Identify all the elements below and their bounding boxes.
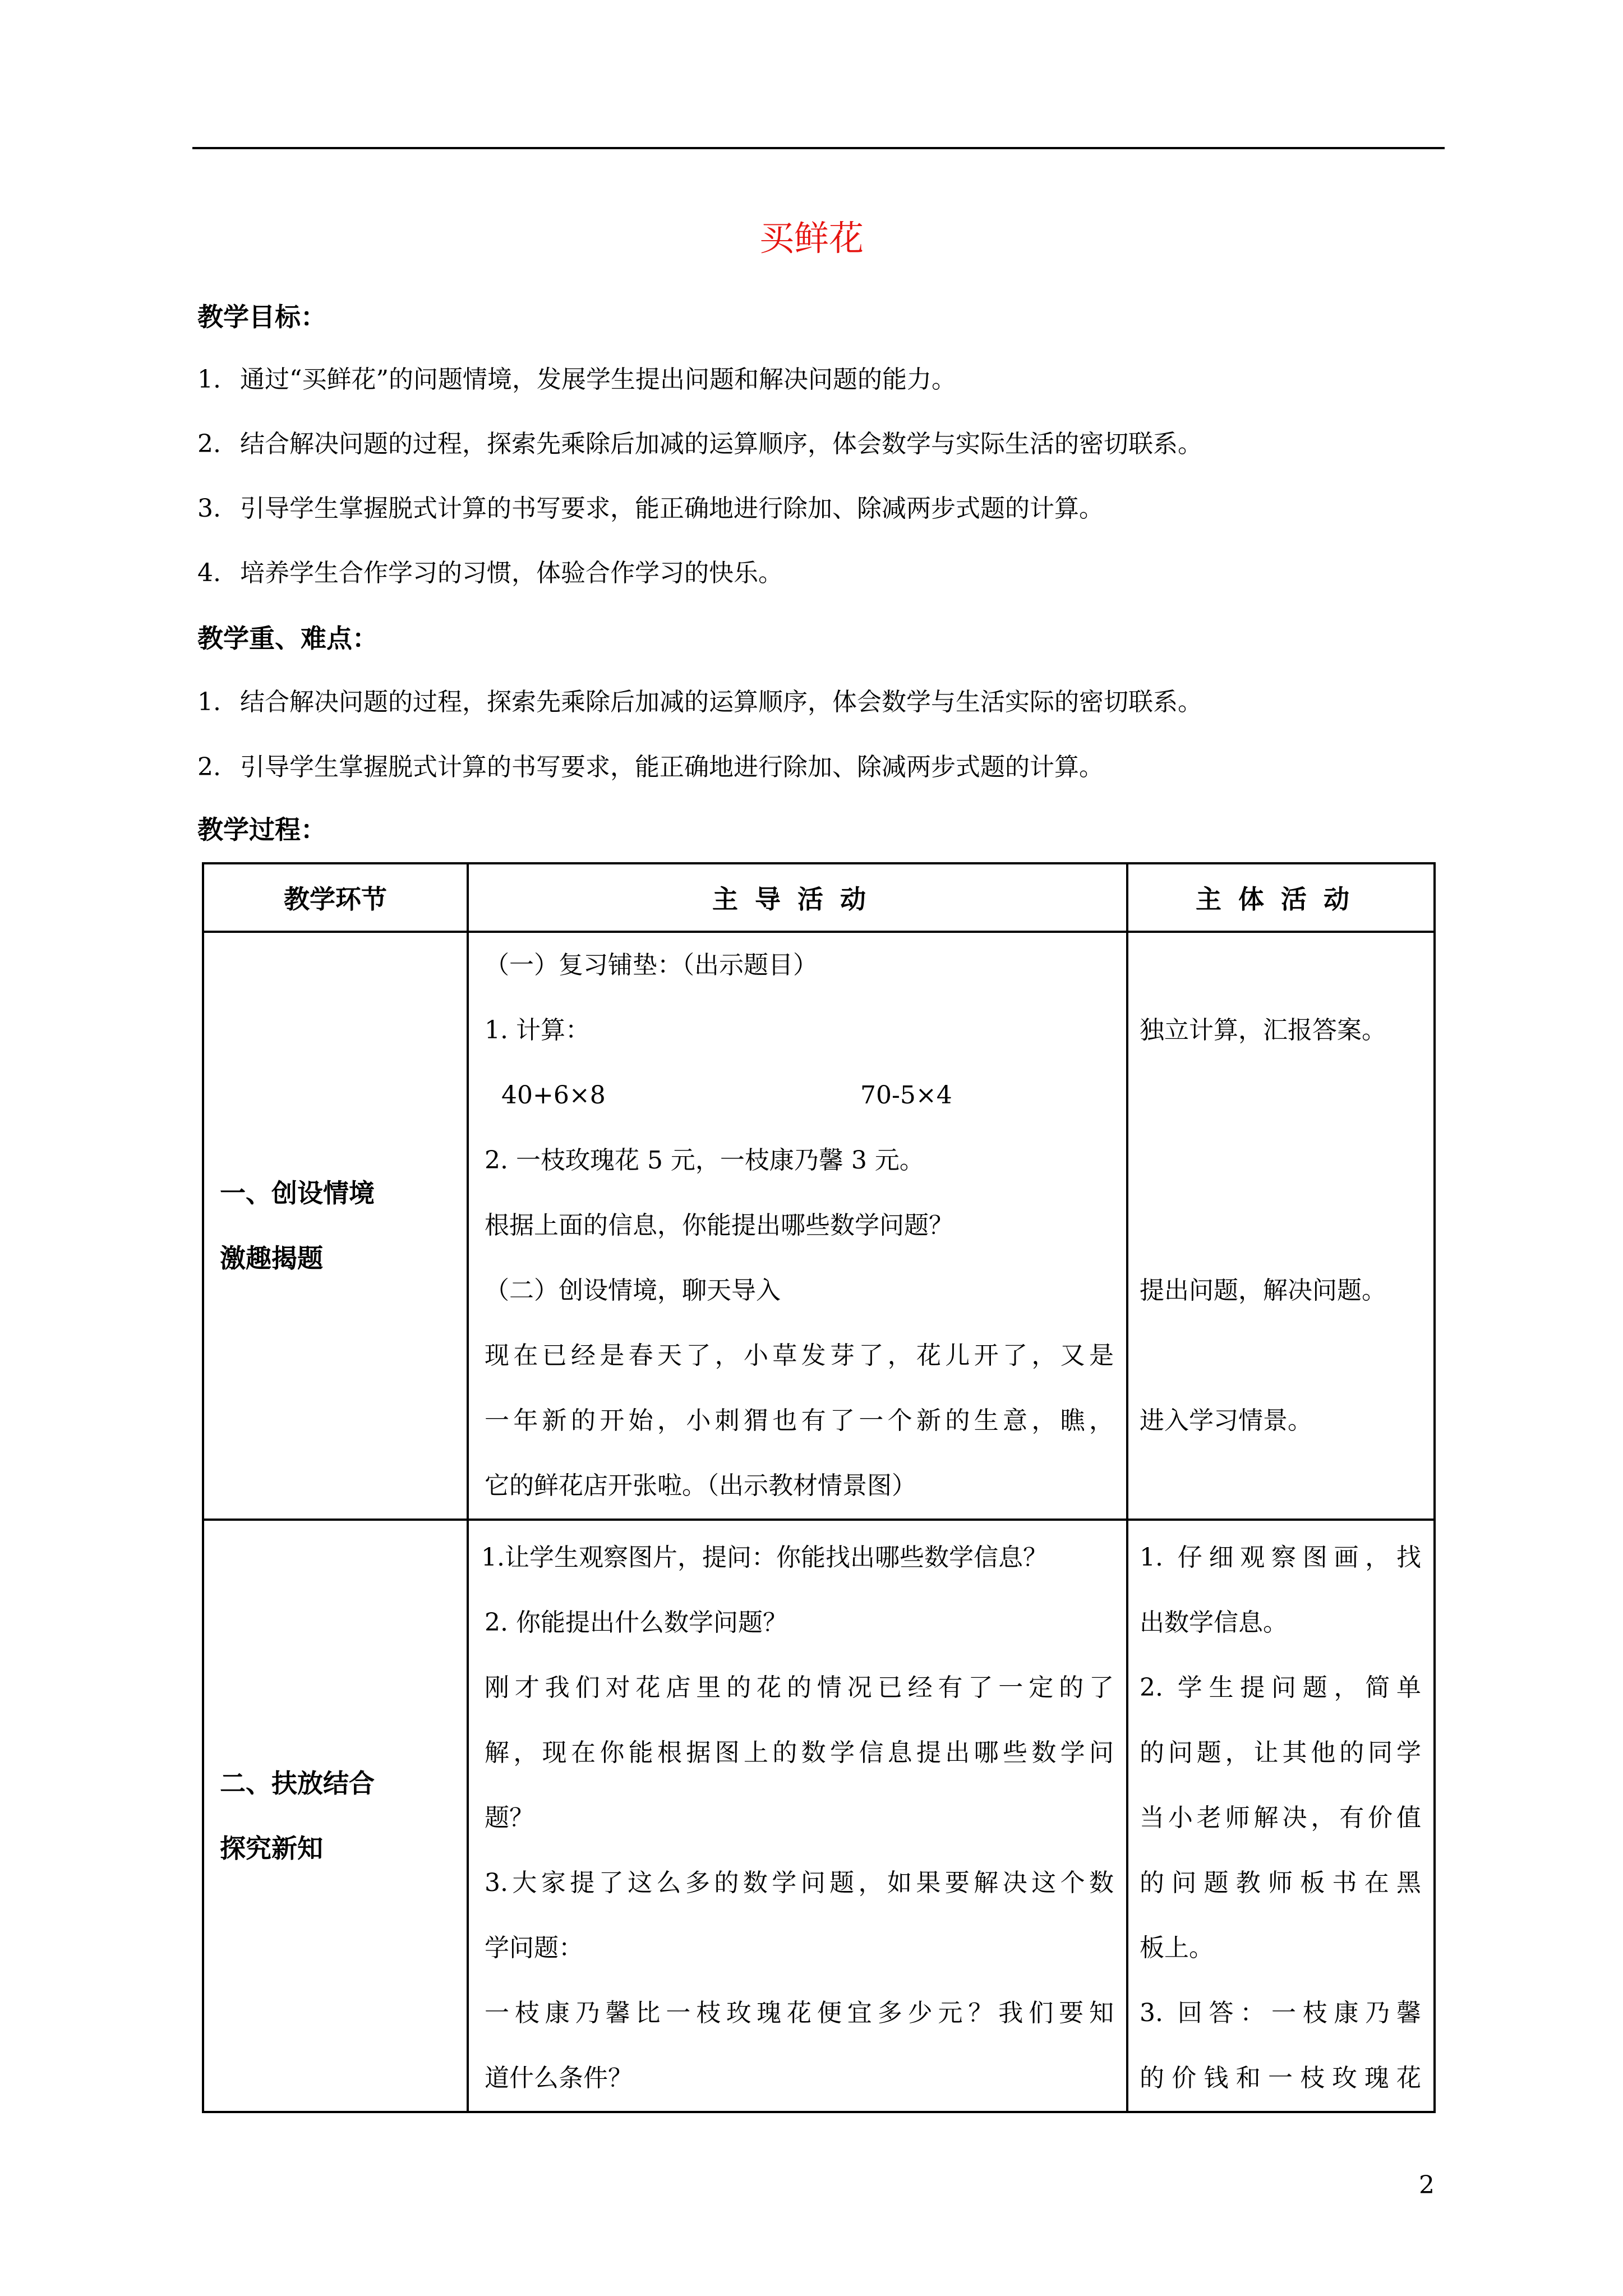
spacer [1128,1323,1433,1388]
key-point-item: 2. 引导学生掌握脱式计算的书写要求，能正确地进行除加、除减两步式题的计算。 [197,753,1104,781]
guide-line: 1. 计算： [485,1016,590,1045]
guide-line: 刚才我们对花店里的花的情况已经有了一定的了 [485,1673,1114,1702]
key-point-item: 1. 结合解决问题的过程，探索先乘除后加减的运算顺序，体会数学与生活实际的密切联系。 [197,688,1202,716]
spacer [1128,933,1433,998]
stage-label: 激趣揭题 [220,1243,323,1273]
guide-activity-cell [468,1520,1127,2112]
student-line: 的价钱和一枝玫瑰花 [1140,2064,1421,2092]
table-row [203,1520,1435,2112]
stage-cell [203,932,468,1520]
guide-line: 一枝康乃馨比一枝玫瑰花便宜多少元？我们要知 [485,1999,1114,2027]
page-title: 买鲜花 [759,218,864,259]
student-line: 提出问题，解决问题。 [1140,1276,1386,1305]
student-line: 进入学习情景。 [1140,1406,1312,1435]
table-row [203,932,1435,1520]
guide-activity-cell [468,932,1127,1520]
guide-line: 它的鲜花店开张啦。（出示教材情景图） [485,1471,916,1500]
guide-line: 2. 你能提出什么数学问题？ [485,1608,787,1637]
stage-cell [203,1520,468,2112]
objective-item: 4. 培养学生合作学习的习惯，体验合作学习的快乐。 [197,559,783,587]
expression: 70-5×4 [860,1081,952,1110]
guide-line: 学问题： [485,1934,583,1962]
stage-label: 一、创设情境 [220,1178,375,1208]
expression: 40+6×8 [501,1081,606,1110]
key-points-heading: 教学重、难点： [197,623,378,654]
spacer [1128,1193,1433,1258]
stage-label: 探究新知 [220,1833,323,1864]
student-line: 1. 仔细观察图画，找 [1140,1543,1421,1572]
student-line: 的问题教师板书在黑 [1140,1869,1421,1897]
objective-item: 2. 结合解决问题的过程，探索先乘除后加减的运算顺序，体会数学与实际生活的密切联系。 [197,430,1202,458]
guide-line: 一年新的开始，小刺猬也有了一个新的生意，瞧， [485,1406,1114,1435]
stage-label: 二、扶放结合 [220,1768,375,1798]
spacer [1128,1063,1433,1128]
objective-item: 1. 通过“买鲜花”的问题情境，发展学生提出问题和解决问题的能力。 [197,365,956,394]
process-heading: 教学过程： [197,815,326,845]
guide-line: 1.让学生观察图片，提问：你能找出哪些数学信息？ [481,1543,1048,1572]
student-line: 的问题，让其他的同学 [1140,1738,1421,1767]
guide-line: （二）创设情境，聊天导入 [485,1276,781,1305]
objective-item: 3. 引导学生掌握脱式计算的书写要求，能正确地进行除加、除减两步式题的计算。 [197,494,1104,523]
page-number: 2 [1419,2171,1435,2200]
student-line: 3. 回答：一枝康乃馨 [1140,1999,1421,2027]
column-header-guide: 主导活动 [468,863,1127,932]
guide-line: 解，现在你能根据图上的数学信息提出哪些数学问 [485,1738,1114,1767]
expression-row [469,1063,1126,1128]
guide-line: 2. 一枝玫瑰花 5 元，一枝康乃馨 3 元。 [485,1146,924,1175]
guide-line: 现在已经是春天了，小草发芽了，花儿开了，又是 [485,1341,1114,1370]
column-header-stage: 教学环节 [203,863,468,932]
guide-line: 3.大家提了这么多的数学问题，如果要解决这个数 [485,1869,1114,1897]
column-header-student: 主体活动 [1127,863,1435,932]
spacer [1128,1128,1433,1193]
objectives-heading: 教学目标： [197,302,326,332]
student-line: 出数学信息。 [1140,1608,1288,1637]
student-line: 独立计算，汇报答案。 [1140,1016,1386,1045]
process-table [202,862,1436,2113]
student-line: 当小老师解决，有价值 [1140,1803,1421,1832]
guide-line: 道什么条件？ [485,2064,633,2092]
student-line: 2. 学生提问题，简单 [1140,1673,1421,1702]
table-header-row [203,863,1435,932]
guide-line: 根据上面的信息，你能提出哪些数学问题？ [485,1211,953,1240]
guide-line: 题？ [485,1803,534,1832]
student-line: 板上。 [1140,1934,1214,1962]
student-activity-cell [1127,932,1435,1520]
student-activity-cell [1127,1520,1435,2112]
header-rule [192,147,1445,149]
guide-line: （一）复习铺垫：（出示题目） [485,951,818,979]
